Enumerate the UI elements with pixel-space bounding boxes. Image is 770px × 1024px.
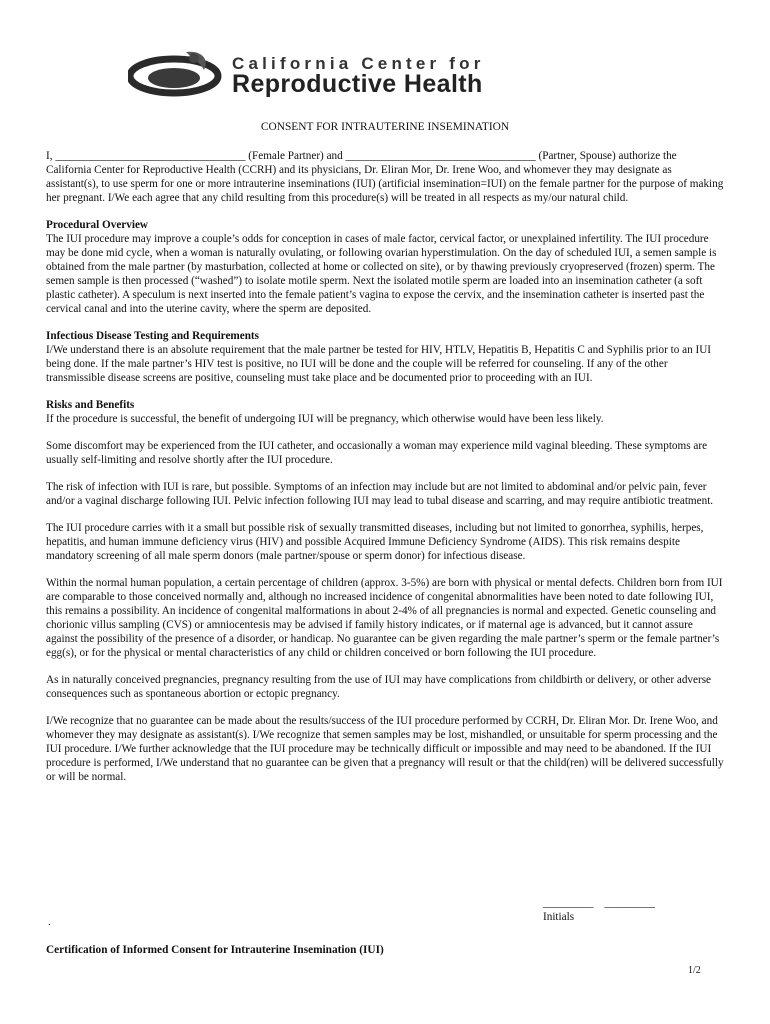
certification-heading: Certification of Informed Consent for Intrauterine Insemination (IUI) xyxy=(46,944,384,956)
initials-lines: _________ _________ xyxy=(543,897,655,909)
stray-dot: . xyxy=(48,916,51,928)
initials-block xyxy=(543,896,655,924)
section-risks-benefits xyxy=(46,398,724,784)
intro-paragraph: I, __________________________________ (Female Partner) and __________________________________ (Partner, Spouse) authorize the California Center for Reproductive Health (CCRH) and its physicians, Dr. Eliran Mor, Dr. Irene Woo, and whomever they may designate as assistant(s), to use sperm for one or more intrauterine inseminations (IUI) (artificial insemination=IUI) on the female partner for the purpose of making her pregnant. I/We each agree that any child resulting from this procedure(s) will be treated in all respects as my/our natural child. xyxy=(46,150,724,204)
logo-text-line2: Reproductive Health xyxy=(232,70,483,98)
consent-document xyxy=(46,120,724,797)
logo-swirl-icon xyxy=(128,48,228,100)
section-paragraph: As in naturally conceived pregnancies, pregnancy resulting from the use of IUI may have complications from childbirth or delivery, or other adverse consequences such as spontaneous abortion or ectopic pregnancy. xyxy=(46,674,712,700)
section-paragraph: I/We recognize that no guarantee can be made about the results/success of the IUI procedure performed by CCRH, Dr. Eliran Mor. Dr. Irene Woo, and whomever they may designate as assistant(s). I/We recognize that semen samples may be lost, mishandled, or unsuitable for sperm processing and the IUI procedure. I/We further acknowledge that the IUI procedure may be technically difficult or impossible and may need to be abandoned. If the IUI procedure is performed, I/We understand that no guarantee can be given that a pregnancy will result or that the child(ren) will be delivered successfully or will be normal. xyxy=(46,715,724,783)
section-paragraph: I/We understand there is an absolute requirement that the male partner be tested for HIV, HTLV, Hepatitis B, Hepatitis C and Syphilis prior to an IUI being done. If the male partner’s HIV test is positive, no IUI will be done and the couple will be referred for counseling. If any of the other transmissible disease screens are positive, counseling must take place and be documented prior to proceeding with an IUI. xyxy=(46,344,712,384)
page-number: 1/2 xyxy=(688,965,701,976)
section-heading: Infectious Disease Testing and Requirements xyxy=(46,330,259,342)
section-paragraph: The IUI procedure may improve a couple’s odds for conception in cases of male factor, cervical factor, or unexplained infertility. The IUI procedure may be done mid cycle, when a woman is naturally ovulating, or following ovarian hyperstimulation. On the day of scheduled IUI, a semen sample is obtained from the male partner (by masturbation, collected at home or collected on site), or by thawing previously cryopreserved (frozen) sperm. The semen sample is then processed (“washed”) to isolate motile sperm. Next the isolated motile sperm are loaded into an insemination catheter (a soft plastic catheter). A speculum is next inserted into the female patient’s vagina to expose the cervix, and the insemination catheter is inserted past the cervical canal and into the uterine cavity, where the sperm are deposited. xyxy=(46,233,717,315)
ccrh-logo xyxy=(128,48,648,100)
section-heading: Procedural Overview xyxy=(46,219,149,231)
logo-text-line1: California Center for xyxy=(232,54,485,73)
section-heading: Risks and Benefits xyxy=(46,399,135,411)
section-paragraph: The risk of infection with IUI is rare, but possible. Symptoms of an infection may include but are not limited to abdominal and/or pelvic pain, fever and/or a vaginal discharge following IUI. Pelvic infection following IUI may lead to tubal disease and scarring, and may require antibiotic treatment. xyxy=(46,481,714,507)
section-infectious-disease xyxy=(46,329,724,385)
section-paragraph: If the procedure is successful, the benefit of undergoing IUI will be pregnancy, which otherwise would have been less likely. xyxy=(46,413,604,425)
document-title: CONSENT FOR INTRAUTERINE INSEMINATION xyxy=(260,121,510,133)
section-paragraph: Within the normal human population, a certain percentage of children (approx. 3-5%) are born with physical or mental defects. Children born from IUI are comparable to those conceived normally and, although no increased incidence of congenital abnormalities have been noted to date following IUI, this remains a possibility. An incidence of congenital malformations in about 2-4% of all pregnancies is normal and expected. Genetic counseling and chorionic villus sampling (CVS) or amniocentesis may be advised if family history indicates, or if maternal age is advanced, but it cannot assure against the possibility of the presence of a disorder, or handicap. No guarantee can be given regarding the male partner’s sperm or the female partner’s egg(s), or for the physical or mental characteristics of any child or children conceived or born following the IUI procedure. xyxy=(46,577,723,659)
section-paragraph: Some discomfort may be experienced from the IUI catheter, and occasionally a woman may experience mild vaginal bleeding. These symptoms are usually self-limiting and resolve shortly after the IUI procedure. xyxy=(46,440,708,466)
initials-label: Initials xyxy=(543,911,575,923)
section-paragraph: The IUI procedure carries with it a small but possible risk of sexually transmitted diseases, including but not limited to gonorrhea, syphilis, herpes, hepatitis, and human immune deficiency virus (HIV) and possible Acquired Immune Deficiency Syndrome (AIDS). This risk remains despite mandatory screening of all male sperm donors (male partner/spouse or sperm donor) for infectious disease. xyxy=(46,522,704,562)
section-procedural-overview xyxy=(46,218,724,316)
